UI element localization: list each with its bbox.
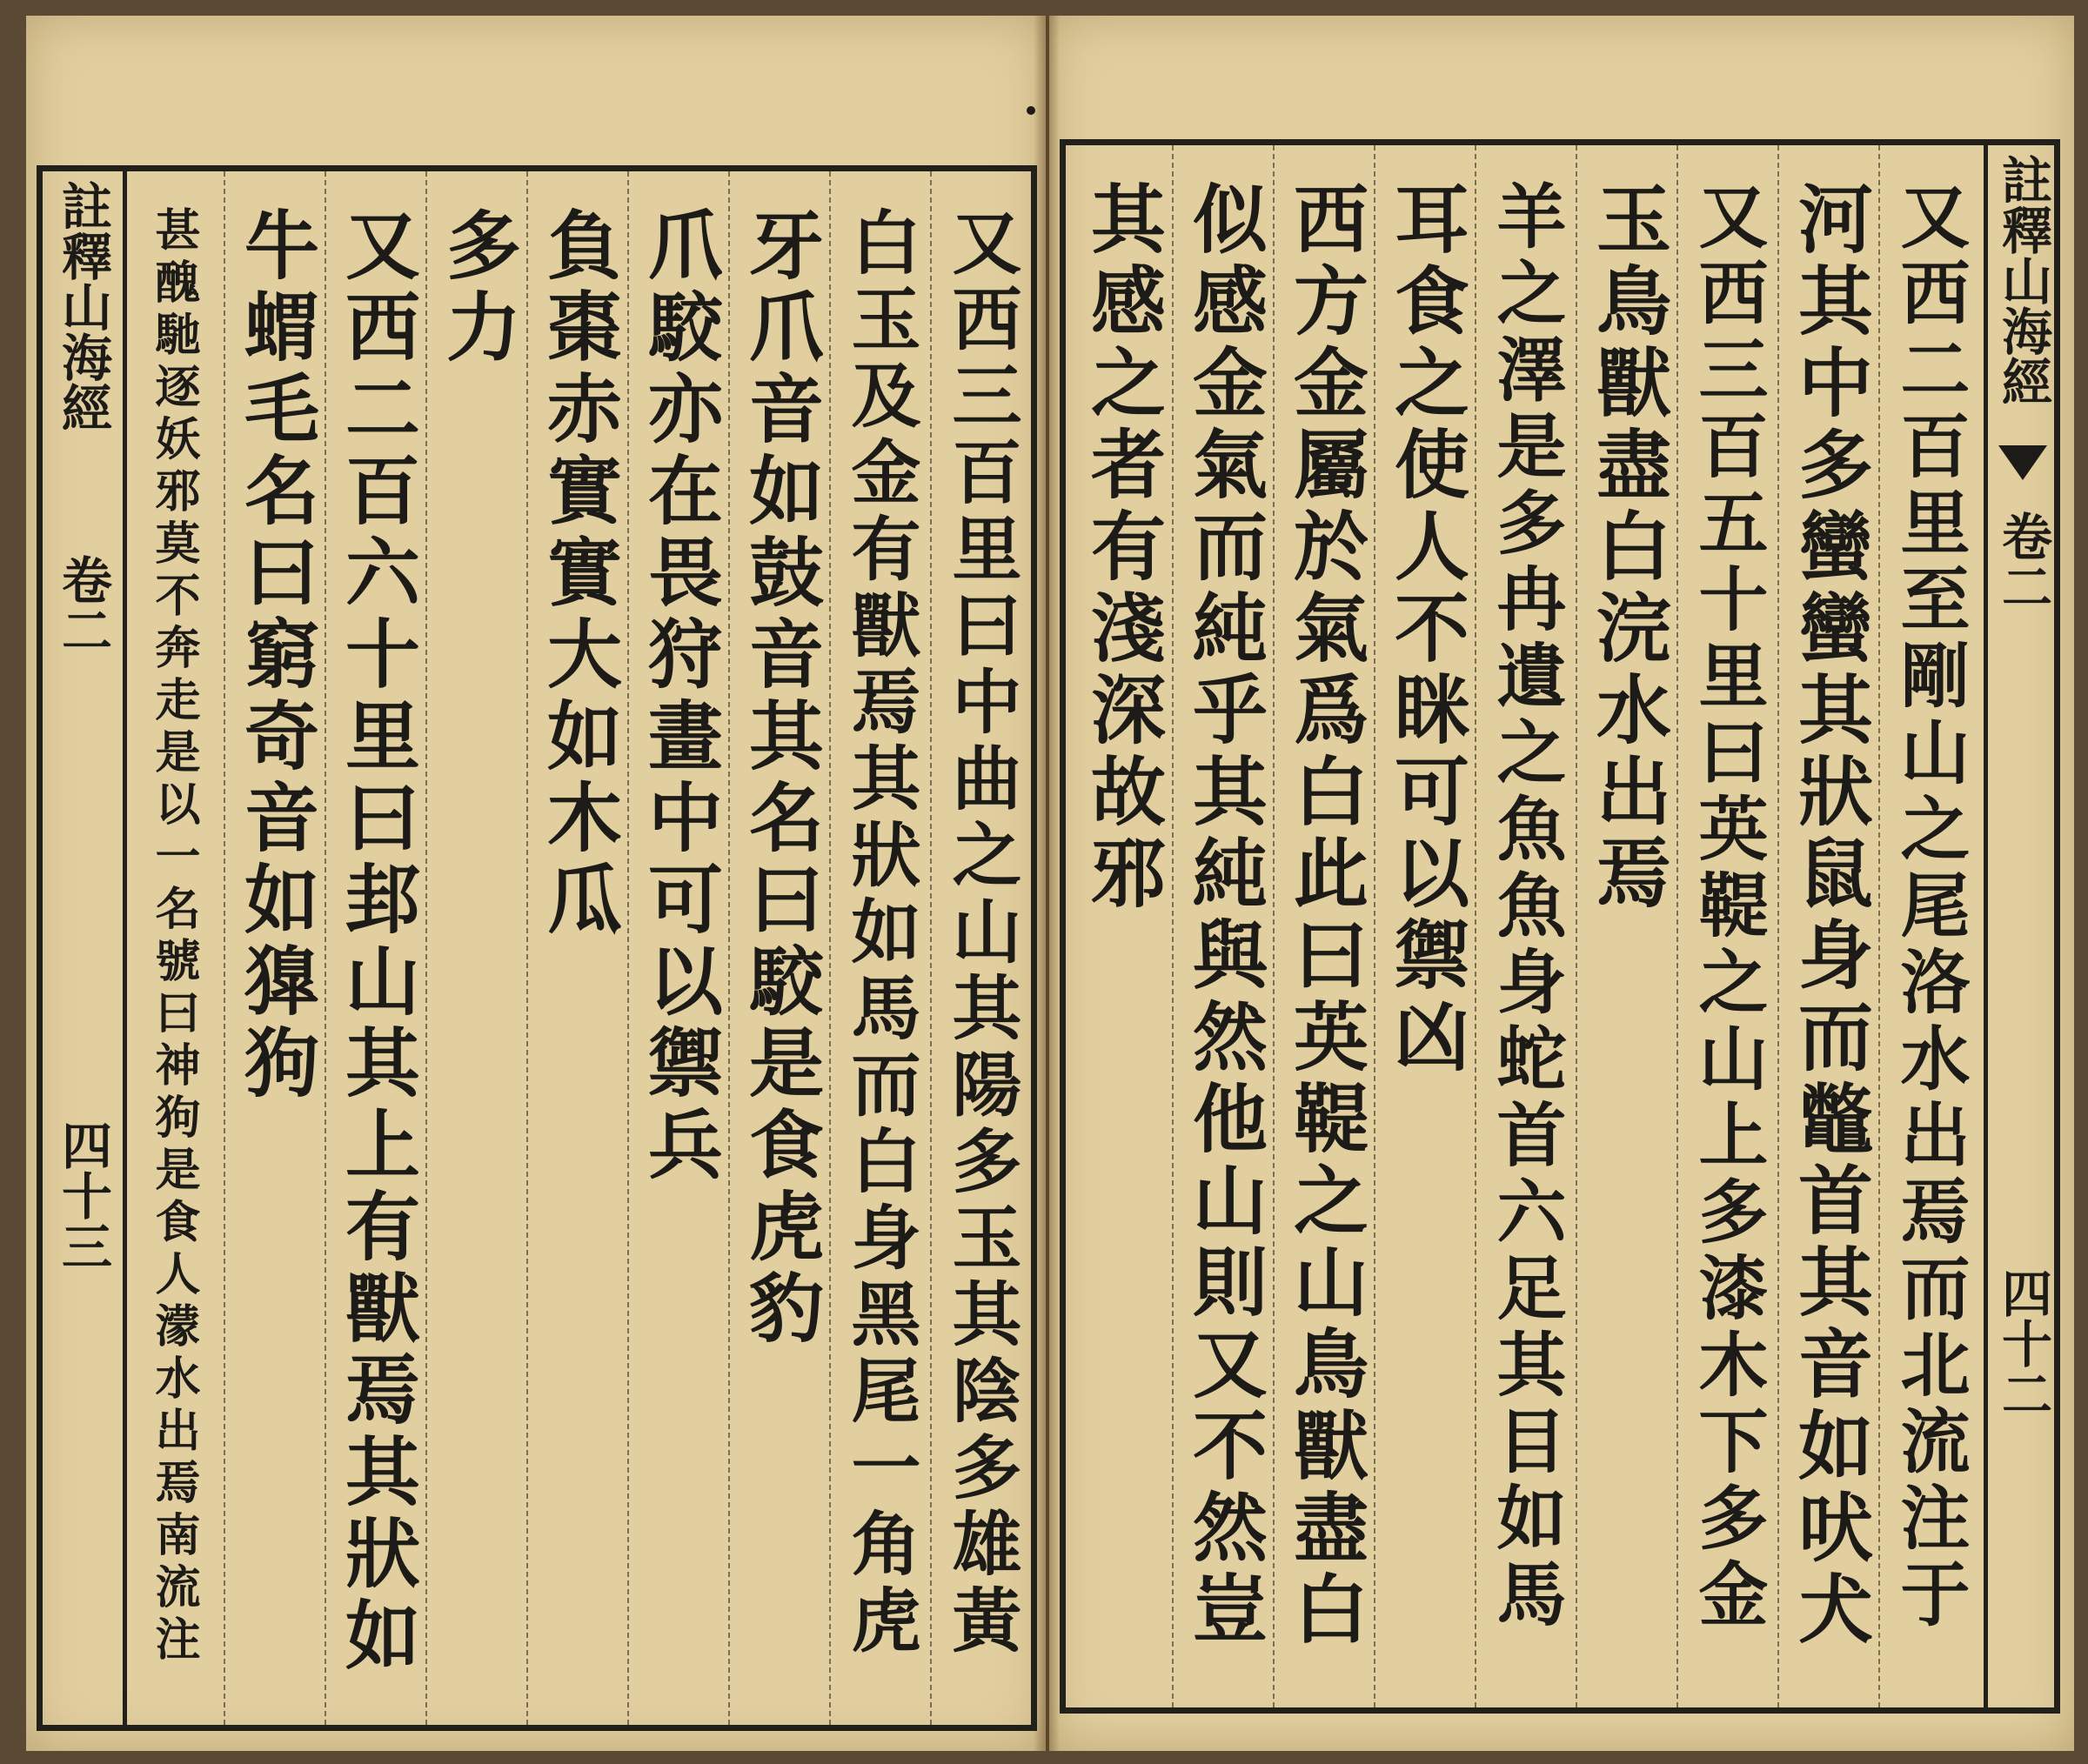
text-column	[1576, 145, 1676, 1707]
column-text: 爪駮亦在畏狩畫中可以禦兵	[635, 206, 723, 1187]
text-column	[829, 171, 930, 1725]
text-column	[627, 171, 728, 1725]
column-text: 甚醜馳逐妖邪莫不奔走是以一名號曰神狗是食人濛水出焉南流注	[147, 206, 200, 1667]
column-text: 又西二百里至剛山之尾洛水出焉而北流注于	[1889, 180, 1971, 1634]
column-text: 牛蝟毛名曰窮奇音如獋狗	[231, 206, 319, 1106]
left-spine-volume: 卷二	[53, 554, 112, 655]
column-text: 多力	[433, 206, 521, 370]
text-column	[224, 171, 325, 1725]
text-column	[1777, 145, 1878, 1707]
column-text: 負棗赤實實大如木瓜	[534, 206, 622, 942]
left-spine-title: 註釋山海經	[53, 180, 112, 432]
ink-dot	[1027, 106, 1035, 115]
right-spine-volume: 卷二	[1993, 511, 2052, 611]
column-text: 羊之澤是多冉遺之魚魚身蛇首六足其目如馬	[1485, 180, 1567, 1634]
text-column	[325, 171, 425, 1725]
column-text: 玉鳥獸盡白浣水出焉	[1583, 180, 1671, 916]
text-column	[1374, 145, 1475, 1707]
column-text: 西方金屬於氣爲白此曰英鞮之山鳥獸盡白	[1281, 180, 1369, 1652]
text-column	[1172, 145, 1273, 1707]
text-column	[1676, 145, 1777, 1707]
fishtail-mark	[1998, 445, 2047, 480]
right-page-frame	[1060, 139, 2060, 1714]
text-column	[1475, 145, 1576, 1707]
column-text: 白玉及金有獸焉其狀如馬而白身黑尾一角虎	[840, 206, 921, 1660]
book-gutter	[1034, 16, 1060, 1751]
right-spine-title: 註釋山海經	[1993, 154, 2052, 406]
column-text: 河其中多蠻蠻其狀鼠身而鼈首其音如吠犬	[1785, 180, 1873, 1652]
column-text: 牙爪音如鼓音其名曰駮是食虎豹	[736, 206, 824, 1351]
column-text: 似感金氣而純乎其純與然他山則又不然豈	[1180, 180, 1268, 1652]
column-text: 又西二百六十里曰邽山其上有獸焉其狀如	[332, 206, 420, 1678]
text-column	[930, 171, 1031, 1725]
text-column	[1273, 145, 1374, 1707]
text-column	[1071, 145, 1172, 1707]
text-column	[123, 171, 224, 1725]
text-column	[425, 171, 526, 1725]
right-spine-folio: 四十二	[1993, 1267, 2052, 1419]
left-spine-folio: 四十三	[53, 1119, 112, 1271]
column-text: 又西三百里曰中曲之山其陽多玉其陰多雄黃	[940, 206, 1022, 1660]
column-text: 又西三百五十里曰英鞮之山上多漆木下多金	[1687, 180, 1769, 1634]
text-column	[728, 171, 829, 1725]
left-page-frame	[37, 165, 1037, 1731]
text-column	[1878, 145, 1979, 1707]
text-column	[526, 171, 627, 1725]
column-text: 耳食之使人不眯可以禦凶	[1382, 180, 1469, 1079]
column-text: 其感之者有淺深故邪	[1078, 180, 1166, 916]
